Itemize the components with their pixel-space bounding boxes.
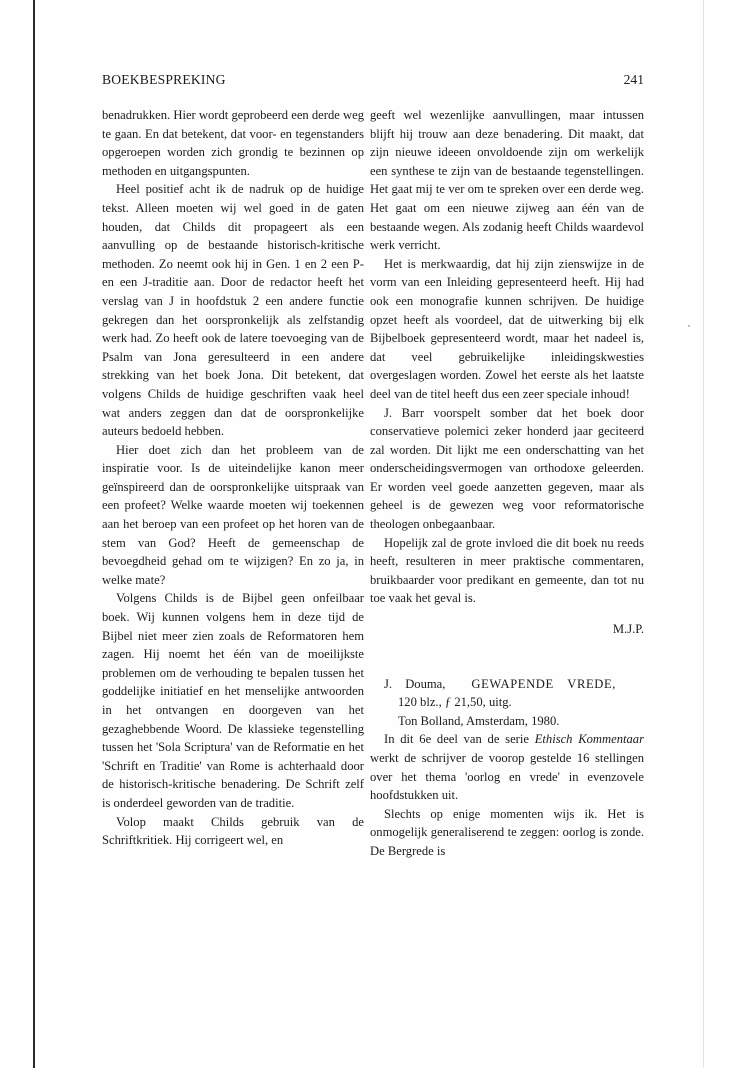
running-head: BOEKBESPREKING xyxy=(102,72,226,87)
series-title: Ethisch Kommentaar xyxy=(534,732,644,747)
right-paragraph-4: Hopelijk zal de grote invloed die dit boek nu reeds heeft, resulteren in meer praktische commentaren, bruikbaarder voor predikant en gemeente, dan tot nu toe vaak het geval is. xyxy=(370,535,644,606)
left-paragraph-4: Volgens Childs is de Bijbel geen onfeilbaar boek. Wij kunnen volgens hem in deze tijd de Bijbel niet meer zien zoals de Reformatoren hem zagen. Hij noemt het één van de moeilijkste problemen om de verhouding te bepalen tussen het goddelijke initiatief en het menselijke antwoorden in het ontvangen en doorgeven van het gezaghebbende Woord. De klassieke tegenstelling tussen het 'Sola Scriptura' van de Reformatie en het 'Schrift en Traditie' van Rome is achterhaald door de historisch-kritische benadering. De Schrift zelf is onderdeel geworden van de traditie. xyxy=(102,591,364,810)
review-heading-line-1 xyxy=(384,675,644,694)
reviewer-signature: M.J.P. xyxy=(612,622,644,637)
right-column xyxy=(370,106,644,861)
review-heading xyxy=(370,675,644,731)
page-binding-edge xyxy=(33,0,35,1068)
review-book-title: GEWAPENDE VREDE, xyxy=(471,676,617,691)
right-paragraph-2: Het is merkwaardig, dat hij zijn zienswijze in de vorm van een Inleiding gepresenteerd heeft. Hij had ook een monografie kunnen schrijven. De huidige opzet heeft als voordeel, dat de uitwerking bij elk Bijbelboek gepresenteerd wordt, maar het nadeel is, dat veel gebruikelijke inleidingskwesties overgeslagen worden. Zowel het eerste als het laatste deel van de titel heeft dus een zeer speciale inhoud! xyxy=(370,256,644,401)
left-paragraph-5: Volop maakt Childs gebruik van de Schriftkritiek. Hij corrigeert wel, en xyxy=(102,814,364,848)
review-publisher: Ton Bolland, Amsterdam, 1980. xyxy=(398,713,560,728)
right-paragraph-6: Slechts op enige momenten wijs ik. Het is onmogelijk generaliserend te zeggen: oorlog is zonde. De Bergrede is xyxy=(370,806,644,858)
right-paragraph-1: geeft wel wezenlijke aanvullingen, maar intussen blijft hij trouw aan deze benadering. Dit maakt, dat zijn nieuwe ideeen onvoldoende zijn om werkelijk een synthese te zijn van de bestaande tegenstellingen. Het gaat mij te ver om te spreken over een derde weg. Het gaat om een nieuwe zijweg aan één van de bestaande wegen. Als zodanig heeft Childs waardevol werk verricht. xyxy=(370,108,644,253)
scan-speck xyxy=(688,325,690,327)
left-paragraph-3: Hier doet zich dan het probleem van de inspiratie voor. Is de uiteindelijke kanon meer geïnspireerd dan de oorspronkelijke uitspraak van een profeet? Welke waarde moeten wij toekennen aan het beroep van een profeet op het horen van de stem van God? Heeft de gemeenschap de bevoegdheid gehad om te wijzigen? En zo ja, in welke mate? xyxy=(102,442,364,587)
review-author: J. Douma, xyxy=(384,676,446,691)
left-column xyxy=(102,106,364,850)
right-paragraph-5-start: In dit 6e deel van de serie xyxy=(384,732,535,747)
right-paragraph-5-end: werkt de schrijver de voorop gestelde 16 stellingen over het thema 'oorlog en vrede' in evenzovele hoofdstukken uit. xyxy=(370,751,644,803)
review-book-details: 120 blz., ƒ 21,50, uitg. xyxy=(398,695,512,710)
right-paragraph-3: J. Barr voorspelt somber dat het boek door conservatieve polemici zeker honderd jaar geciteerd zal worden. Dit lijkt me een onderschatting van het onderscheidingsvermogen van orthodoxe geleerden. Er worden veel goede aanzetten gegeven, maar als geheel is de gewezen weg voor reformatorische theologen onbegaanbaar. xyxy=(370,405,644,532)
left-paragraph-2: Heel positief acht ik de nadruk op de huidige tekst. Alleen moeten wij wel goed in de gaten houden, dat Childs dit propageert als een aanvulling op de bestaande historisch-kritische methoden. Zo neemt ook hij in Gen. 1 en 2 een P- en een J-traditie aan. Door de redactor heeft het verslag van J in hoofdstuk 2 een andere functie gekregen dan het oorspronkelijk als zelfstandig werk had. Zo heeft ook de latere toevoeging van de Psalm van Jona geresulteerd in een andere strekking van het boek Jona. Dit betekent, dat volgens Childs de huidige geschriften vaak heel wat anders zeggen dan dat de oorspronkelijke auteurs bedoeld hebben. xyxy=(102,182,364,439)
right-paragraph-5 xyxy=(370,730,644,804)
left-paragraph-1: benadrukken. Hier wordt geprobeerd een derde weg te gaan. En dat betekent, dat voor- en tegenstanders opgeroepen worden zich grondig te bezinnen op methoden en uitgangspunten. xyxy=(102,108,364,178)
page-right-edge xyxy=(703,0,704,1068)
page-number: 241 xyxy=(623,72,644,87)
